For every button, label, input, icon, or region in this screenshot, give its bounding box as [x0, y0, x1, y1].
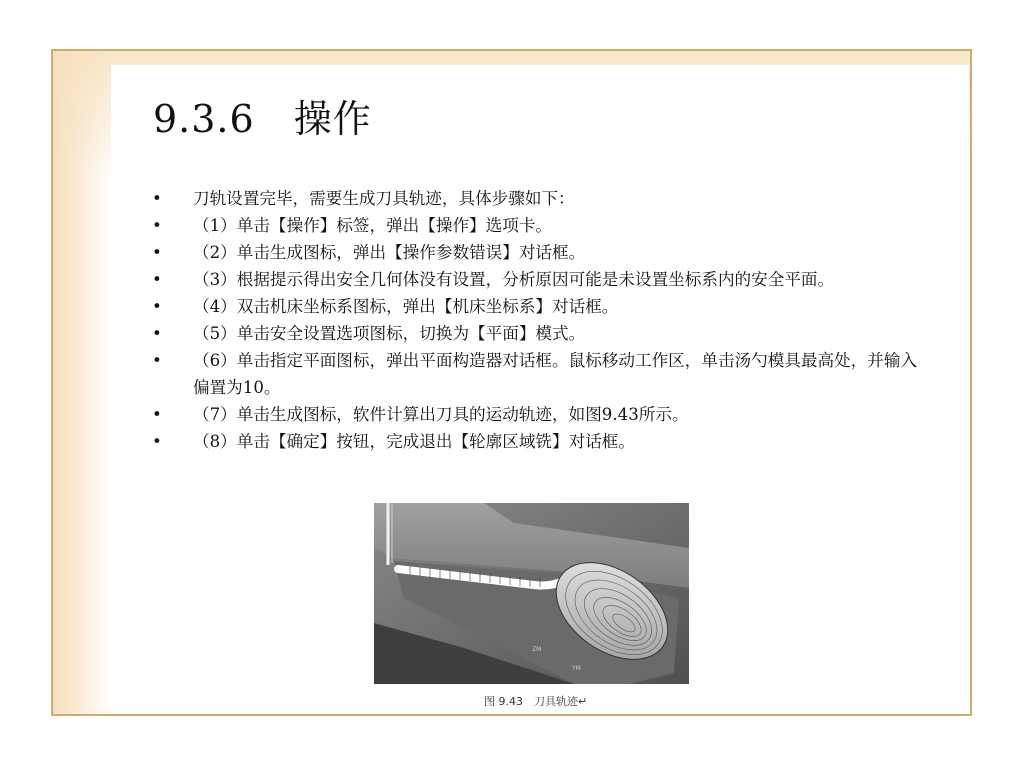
bullet-icon: • — [152, 351, 162, 370]
slide-title: 9.3.6 操作 — [153, 97, 372, 141]
bullet-text: （5）单击安全设置选项图标，切换为【平面】模式。 — [193, 324, 586, 343]
list-item — [150, 320, 930, 347]
bullet-text: （8）单击【确定】按钮，完成退出【轮廓区域铣】对话框。 — [193, 432, 635, 451]
list-item — [150, 266, 930, 293]
bullet-icon: • — [152, 324, 162, 343]
list-item — [150, 401, 930, 428]
bullet-text: （2）单击生成图标，弹出【操作参数错误】对话框。 — [193, 243, 586, 262]
list-item — [150, 239, 930, 266]
bullet-text: （7）单击生成图标，软件计算出刀具的运动轨迹，如图9.43所示。 — [193, 405, 689, 424]
bullet-icon: • — [152, 270, 162, 289]
bullet-icon: • — [152, 216, 162, 235]
list-item — [150, 293, 930, 320]
bullet-text: 刀轨设置完毕，需要生成刀具轨迹，具体步骤如下： — [193, 189, 575, 208]
list-item — [150, 428, 930, 455]
list-item — [150, 212, 930, 239]
zm-axis-label: ZM — [532, 646, 542, 653]
bullet-icon: • — [152, 243, 162, 262]
figure-caption: 图 9.43 刀具轨迹↵ — [484, 695, 588, 708]
ym-axis-label: YM — [572, 665, 581, 672]
list-item — [150, 347, 930, 401]
bullet-text: （6）单击指定平面图标，弹出平面构造器对话框。鼠标移动工作区，单击汤勺模具最高处，并输入偏置为10。 — [193, 351, 918, 397]
bullet-icon: • — [152, 432, 162, 451]
slide-decoration — [53, 51, 113, 714]
bullet-text: （1）单击【操作】标签，弹出【操作】选项卡。 — [193, 216, 553, 235]
bullet-text: （3）根据提示得出安全几何体没有设置，分析原因可能是未设置坐标系内的安全平面。 — [193, 270, 835, 289]
list-item — [150, 185, 930, 212]
bullet-icon: • — [152, 189, 162, 208]
bullet-list — [150, 185, 930, 455]
spoon-mold-toolpath-image — [374, 503, 689, 684]
toolpath-figure — [374, 503, 689, 684]
bullet-icon: • — [152, 405, 162, 424]
bullet-icon: • — [152, 297, 162, 316]
bullet-text: （4）双击机床坐标系图标，弹出【机床坐标系】对话框。 — [193, 297, 619, 316]
